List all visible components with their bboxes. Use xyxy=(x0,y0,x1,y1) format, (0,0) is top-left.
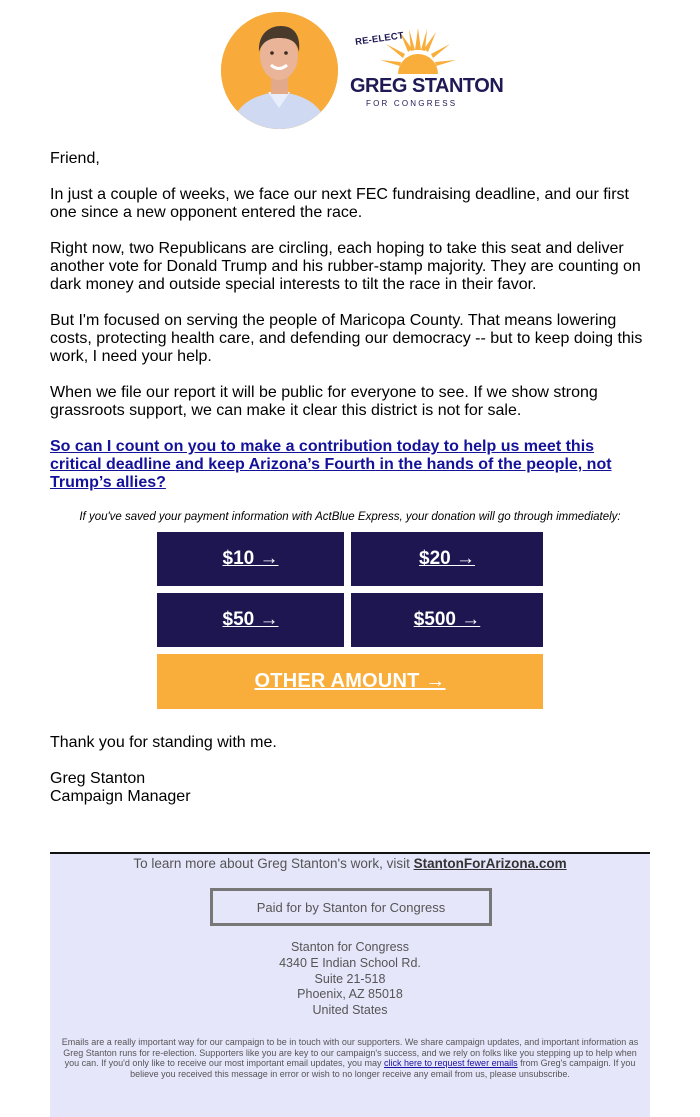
address-line-2: 4340 E Indian School Rd. xyxy=(279,955,421,970)
signer-title: Campaign Manager xyxy=(50,788,191,805)
signer-name: Greg Stanton xyxy=(50,770,146,787)
donate-other-amount-button[interactable]: OTHER AMOUNT → xyxy=(157,654,543,709)
paragraph-3: But I'm focused on serving the people of Maricopa County. That means lowering costs, protecting health care, and defending our democracy -- but to keep doing this work, I need your help. xyxy=(50,312,643,365)
donate-20-button[interactable]: $20 → xyxy=(351,532,543,586)
thanks-text: Thank you for standing with me. xyxy=(50,734,277,751)
fine-print xyxy=(58,1037,642,1079)
address-line-1: Stanton for Congress xyxy=(290,940,410,954)
address-line-4: Phoenix, AZ 85018 xyxy=(297,987,403,1002)
paid-for-disclaimer: Paid for by Stanton for Congress xyxy=(210,888,492,926)
greeting: Friend, xyxy=(50,150,100,167)
logo-sub-text: FOR CONGRESS xyxy=(366,99,458,108)
email-header xyxy=(0,0,700,140)
address-line-3: Suite 21-518 xyxy=(314,971,386,986)
logo-reelect-text: RE-ELECT xyxy=(354,30,405,48)
contribution-cta-link[interactable]: So can I count on you to make a contribution today to help us meet this critical deadline and keep Arizona’s Fourth in the hands of the people, not Trump’s allies? xyxy=(50,438,612,491)
email-body xyxy=(50,150,650,510)
actblue-express-note: If you've saved your payment information with ActBlue Express, your donation will go through immediately: xyxy=(79,511,621,523)
donate-50-button[interactable]: $50 → xyxy=(157,593,344,647)
logo-name-text: GREG STANTON xyxy=(350,75,504,97)
fewer-emails-link[interactable]: click here to request fewer emails xyxy=(384,1058,518,1069)
donate-500-button[interactable]: $500 → xyxy=(351,593,543,647)
candidate-photo xyxy=(221,12,338,129)
mailing-address xyxy=(50,940,650,1019)
campaign-logo xyxy=(348,28,504,112)
address-line-5: United States xyxy=(312,1003,388,1018)
learn-more-text: To learn more about Greg Stanton's work, visit xyxy=(133,856,414,871)
fine-print-text-before: Emails are a really important way for our campaign to be in touch with our supporters. We share campaign updates, and important information as Greg Stanton runs for re-election. Supporters like you are key to our campaign's success, and we rely on folks like you stepping up to help when you can. If you'd only like to receive our most important email updates, you may xyxy=(61,1037,639,1069)
learn-more-line xyxy=(50,856,650,871)
website-link[interactable]: StantonForArizona.com xyxy=(413,856,567,871)
paragraph-1: In just a couple of weeks, we face our next FEC fundraising deadline, and our first one since a new opponent entered the race. xyxy=(50,186,629,221)
email-footer xyxy=(50,852,650,1117)
paragraph-2: Right now, two Republicans are circling, each hoping to take this seat and deliver another vote for Donald Trump and his rubber-stamp majority. They are counting on dark money and outside special interests to tilt the race in their favor. xyxy=(50,240,641,293)
fine-print-text-after: from Greg's campaign. If you believe you received this message in error or wish to no longer receive any email from us, please unsubscribe. xyxy=(130,1058,636,1079)
donate-10-button[interactable]: $10 → xyxy=(157,532,344,586)
paragraph-4: When we file our report it will be public for everyone to see. If we show strong grassroots support, we can make it clear this district is not for sale. xyxy=(50,384,598,419)
email-closing xyxy=(50,734,650,806)
